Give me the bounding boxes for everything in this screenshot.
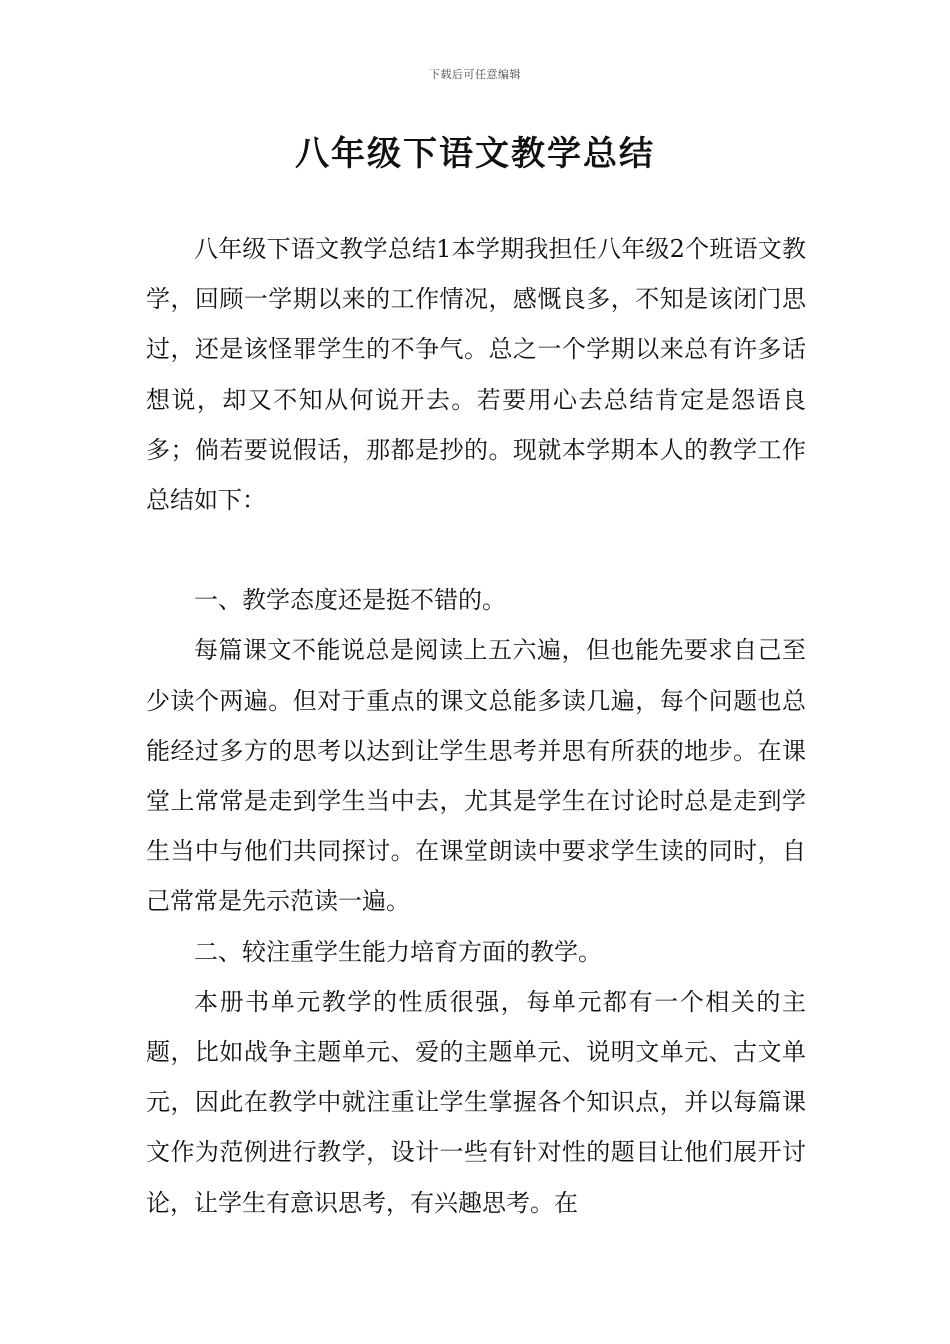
- section-2-paragraph: 本册书单元教学的性质很强，每单元都有一个相关的主题，比如战争主题单元、爱的主题单元、说明文单元、古文单元，因此在教学中就注重让学生掌握各个知识点，并以每篇课文作为范例进行教学，设计一些有针对性的题目让他们展开讨论，让学生有意识思考，有兴趣思考。在: [146, 987, 806, 1217]
- section-1-paragraph: 每篇课文不能说总是阅读上五六遍，但也能先要求自己至少读个两遍。但对于重点的课文总能多读几遍，每个问题也总能经过多方的思考以达到让学生思考并思有所获的地步。在课堂上常常是走到学生当中去，尤其是学生在讨论时总是走到学生当中与他们共同探讨。在课堂朗读中要求学生读的同时，自己常常是先示范读一遍。: [146, 636, 806, 916]
- document-body: [146, 224, 806, 1228]
- section-heading-1: 一、教学态度还是挺不错的。: [194, 586, 506, 615]
- header-note: 下载后可任意编辑: [429, 68, 521, 81]
- paragraph-spacer: [146, 525, 806, 575]
- section-heading-2: 二、较注重学生能力培育方面的教学。: [194, 937, 602, 966]
- document-title: 八年级下语文教学总结: [295, 134, 655, 174]
- intro-paragraph: 八年级下语文教学总结1本学期我担任八年级2个班语文教学，回顾一学期以来的工作情况，感慨良多，不知是该闭门思过，还是该怪罪学生的不争气。总之一个学期以来总有许多话想说，却又不知从何说开去。若要用心去总结肯定是怨语良多；倘若要说假话，那都是抄的。现就本学期本人的教学工作总结如下：: [146, 235, 806, 515]
